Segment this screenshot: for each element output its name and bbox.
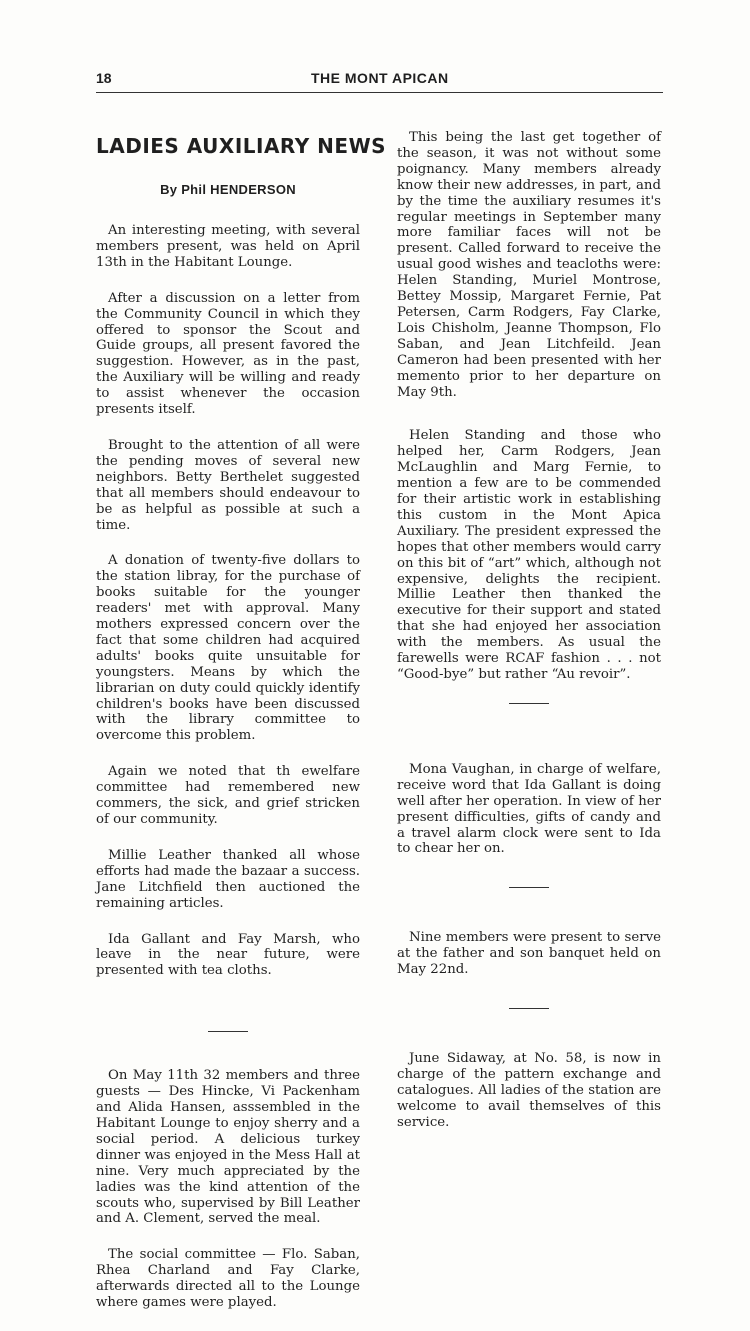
paragraph: An interesting meeting, with several members present, was held on April 13th in the Habitant Lounge. (96, 223, 360, 270)
paragraph: Millie Leather thanked all whose efforts had made the bazaar a success. Jane Litchfield then auctioned the remaining articles. (96, 847, 360, 911)
section-divider (509, 887, 549, 888)
paragraph: Brought to the attention of all were the pending moves of several new neighbors. Betty Berthelet suggested that all members should endeavour to be as helpful as possible at such a time. (96, 437, 360, 533)
paragraph: After a discussion on a letter from the Community Council in which they offered to sponsor the Scout and Guide groups, all present favored the suggestion. However, as in the past, the Auxiliary will be willing and ready to assist whenever the occasion presents itself. (96, 290, 360, 418)
paragraph: A donation of twenty-five dollars to the station libray, for the purchase of books suitable for the younger readers' met with approval. Many mothers expressed concern over the fact that some children had acquired adults' books quite unsuitable for youngsters. Means by which the librarian on duty could quickly identify children's books have been discussed with the library committee to overcome this problem. (96, 553, 360, 744)
left-column (96, 130, 387, 1331)
page-number: 18 (96, 70, 112, 86)
section-divider (208, 1031, 248, 1032)
paragraph: Mona Vaughan, in charge of welfare, receive word that Ida Gallant is doing well after her operation. In view of her present difficulties, gifts of candy and a travel alarm clock were sent to Ida to chear her on. (397, 761, 661, 857)
paragraph: Nine members were present to serve at the father and son banquet held on May 22nd. (397, 930, 661, 978)
section-divider (509, 703, 549, 704)
header-rule (96, 92, 663, 93)
article-title: LADIES AUXILIARY NEWS (96, 134, 387, 158)
journal-title: THE MONT APICAN (311, 70, 449, 86)
paragraph: The social committee — Flo. Saban, Rhea Charland and Fay Clarke, afterwards directed all to the Lounge where games were played. (96, 1247, 360, 1311)
paragraph: Ida Gallant and Fay Marsh, who leave in the near future, were presented with tea cloths. (96, 931, 360, 979)
paragraph: This being the last get together of the season, it was not without some poignancy. Many members already know their new addresses, in part, and by the time the auxiliary resumes it's regular meetings in September many more familiar faces will not be present. Called forward to receive the usual good wishes and teacloths were: Helen Standing, Muriel Montrose, Bettey Mossip, Margaret Fernie, Pat Petersen, Carm Rodgers, Fay Clarke, Lois Chisholm, Jeanne Thompson, Flo Saban, and Jean Litchfeild. Jean Cameron had been presented with her memento prior to her departure on May 9th. (397, 130, 661, 400)
paragraph: Again we noted that th ewelfare committee had remembered new commers, the sick, and grief stricken of our community. (96, 764, 360, 827)
section-divider (509, 1008, 549, 1009)
paragraph: On May 11th 32 members and three guests — Des Hincke, Vi Packenham and Alida Hansen, asssembled in the Habitant Lounge to enjoy sherry and a social period. A delicious turkey dinner was enjoyed in the Mess Hall at nine. Very much appreciated by the ladies was the kind attention of the scouts who, supervised by Bill Leather and A. Clement, served the meal. (96, 1068, 360, 1227)
article-byline: By Phil HENDERSON (160, 182, 296, 197)
right-column (397, 130, 661, 1151)
paragraph: June Sidaway, at No. 58, is now in charge of the pattern exchange and catalogues. All ladies of the station are welcome to avail themselves of this service. (397, 1051, 661, 1130)
page-header (96, 70, 663, 92)
paragraph: Helen Standing and those who helped her, Carm Rodgers, Jean McLaughlin and Marg Fernie, to mention a few are to be commended for their artistic work in establishing this custom in the Mont Apica Auxiliary. The president expressed the hopes that other members would carry on this bit of “art” which, although not expensive, delights the recipient. Millie Leather then thanked the executive for their support and stated that she had enjoyed her association with the members. As usual the farewells were RCAF fashion . . . not “Good-bye” but rather “Au revoir”. (397, 428, 661, 682)
